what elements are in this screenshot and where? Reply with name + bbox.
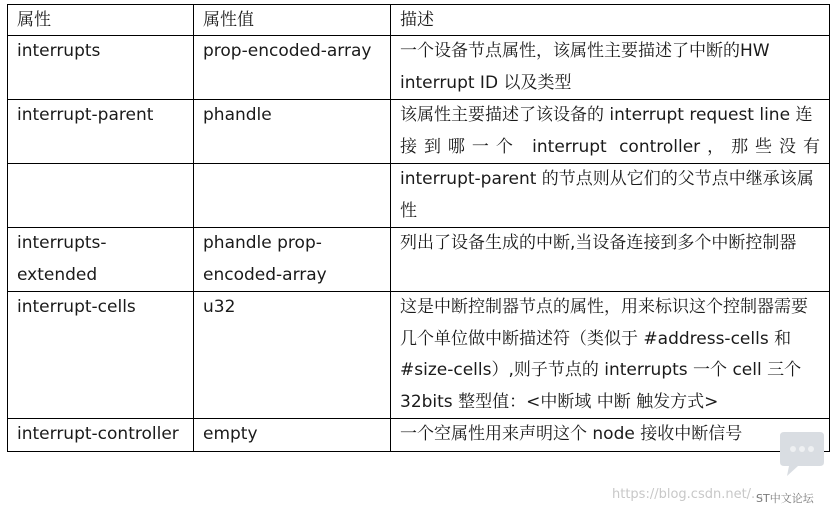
property-description: 列出了设备生成的中断,当设备连接到多个中断控制器 <box>391 228 830 292</box>
property-name: interrupt-controller <box>8 419 194 452</box>
table-row <box>8 292 830 419</box>
table-row <box>8 36 830 100</box>
table-row <box>8 228 830 292</box>
property-description: 一个空属性用来声明这个 node 接收中断信号 <box>391 419 830 452</box>
chat-bubble-icon <box>778 428 826 484</box>
table-header-row <box>8 5 830 36</box>
property-value <box>194 164 391 228</box>
property-name <box>8 164 194 228</box>
table-row <box>8 419 830 452</box>
property-value: phandle <box>194 100 391 164</box>
property-value: u32 <box>194 292 391 419</box>
property-name: interrupts <box>8 36 194 100</box>
property-name: interrupt-parent <box>8 100 194 164</box>
watermark-url: https://blog.csdn.net/... <box>612 487 764 502</box>
header-property: 属性 <box>8 5 194 36</box>
property-value: empty <box>194 419 391 452</box>
property-description: 一个设备节点属性，该属性主要描述了中断的HW interrupt ID 以及类型 <box>391 36 830 100</box>
watermark-forum: ST中文论坛 <box>756 492 814 505</box>
property-description: interrupt-parent 的节点则从它们的父节点中继承该属性 <box>391 164 830 228</box>
property-value: prop-encoded-array <box>194 36 391 100</box>
table-row <box>8 100 830 164</box>
property-description: 这是中断控制器节点的属性，用来标识这个控制器需要几个单位做中断描述符（类似于 #address-cells 和 #size-cells）,则子节点的 interrupts 一个 cell 三个 32bits 整型值：<中断域 中断 触发方式> <box>391 292 830 419</box>
header-value: 属性值 <box>194 5 391 36</box>
properties-table <box>7 4 830 452</box>
property-name: interrupts-extended <box>8 228 194 292</box>
table-row <box>8 164 830 228</box>
header-description: 描述 <box>391 5 830 36</box>
property-description: 该属性主要描述了该设备的 interrupt request line 连接到哪一个 interrupt controller，那些没有 <box>391 100 830 164</box>
property-value: phandle prop-encoded-array <box>194 228 391 292</box>
property-name: interrupt-cells <box>8 292 194 419</box>
